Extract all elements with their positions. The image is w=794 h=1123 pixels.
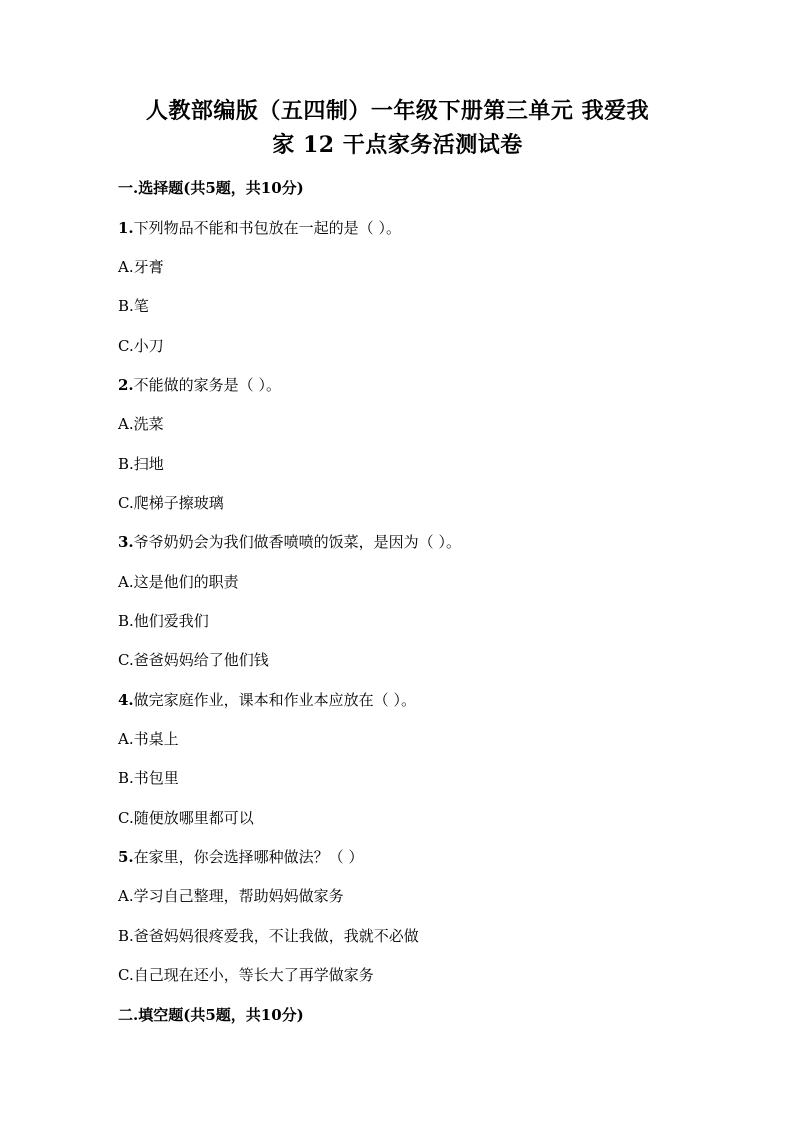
- question-3-option-b: B.他们爱我们: [118, 612, 209, 630]
- question-1-option-c: C.小刀: [118, 337, 164, 355]
- question-1-option-b: B.笔: [118, 297, 149, 315]
- question-1-option-a: A.牙膏: [118, 258, 164, 276]
- question-4: [118, 690, 416, 710]
- question-number: 2.: [118, 376, 134, 394]
- question-1: [118, 218, 401, 238]
- question-3-option-c: C.爸爸妈妈给了他们钱: [118, 651, 269, 669]
- question-text: 做完家庭作业，课本和作业本应放在（ ）。: [133, 691, 416, 709]
- question-4-option-c: C.随便放哪里都可以: [118, 809, 254, 827]
- question-number: 3.: [118, 533, 134, 551]
- question-text: 下列物品不能和书包放在一起的是（ ）。: [133, 219, 401, 237]
- question-5: [118, 847, 363, 867]
- question-5-option-c: C.自己现在还小，等长大了再学做家务: [118, 966, 374, 984]
- question-number: 1.: [118, 219, 134, 237]
- question-text: 在家里，你会选择哪种做法？（ ）: [133, 848, 364, 866]
- question-3-option-a: A.这是他们的职责: [118, 573, 239, 591]
- question-4-option-a: A.书桌上: [118, 730, 179, 748]
- document-title-line-2: 家 12 干点家务活测试卷: [272, 132, 523, 158]
- question-2: [118, 375, 281, 395]
- question-number: 5.: [118, 848, 134, 866]
- section-heading-choice: 一.选择题(共5题，共10分): [118, 179, 304, 197]
- question-2-option-b: B.扫地: [118, 455, 164, 473]
- question-5-option-a: A.学习自己整理，帮助妈妈做家务: [118, 887, 344, 905]
- question-text: 不能做的家务是（ ）。: [133, 376, 281, 394]
- question-2-option-c: C.爬梯子擦玻璃: [118, 494, 224, 512]
- question-3: [118, 532, 461, 552]
- question-text: 爷爷奶奶会为我们做香喷喷的饭菜，是因为（ ）。: [133, 533, 461, 551]
- question-number: 4.: [118, 691, 134, 709]
- section-heading-fill-blank: 二.填空题(共5题，共10分): [118, 1006, 304, 1024]
- question-4-option-b: B.书包里: [118, 769, 179, 787]
- document-title-line-1: 人教部编版（五四制）一年级下册第三单元 我爱我: [145, 98, 650, 124]
- question-5-option-b: B.爸爸妈妈很疼爱我，不让我做，我就不必做: [118, 927, 419, 945]
- question-2-option-a: A.洗菜: [118, 415, 164, 433]
